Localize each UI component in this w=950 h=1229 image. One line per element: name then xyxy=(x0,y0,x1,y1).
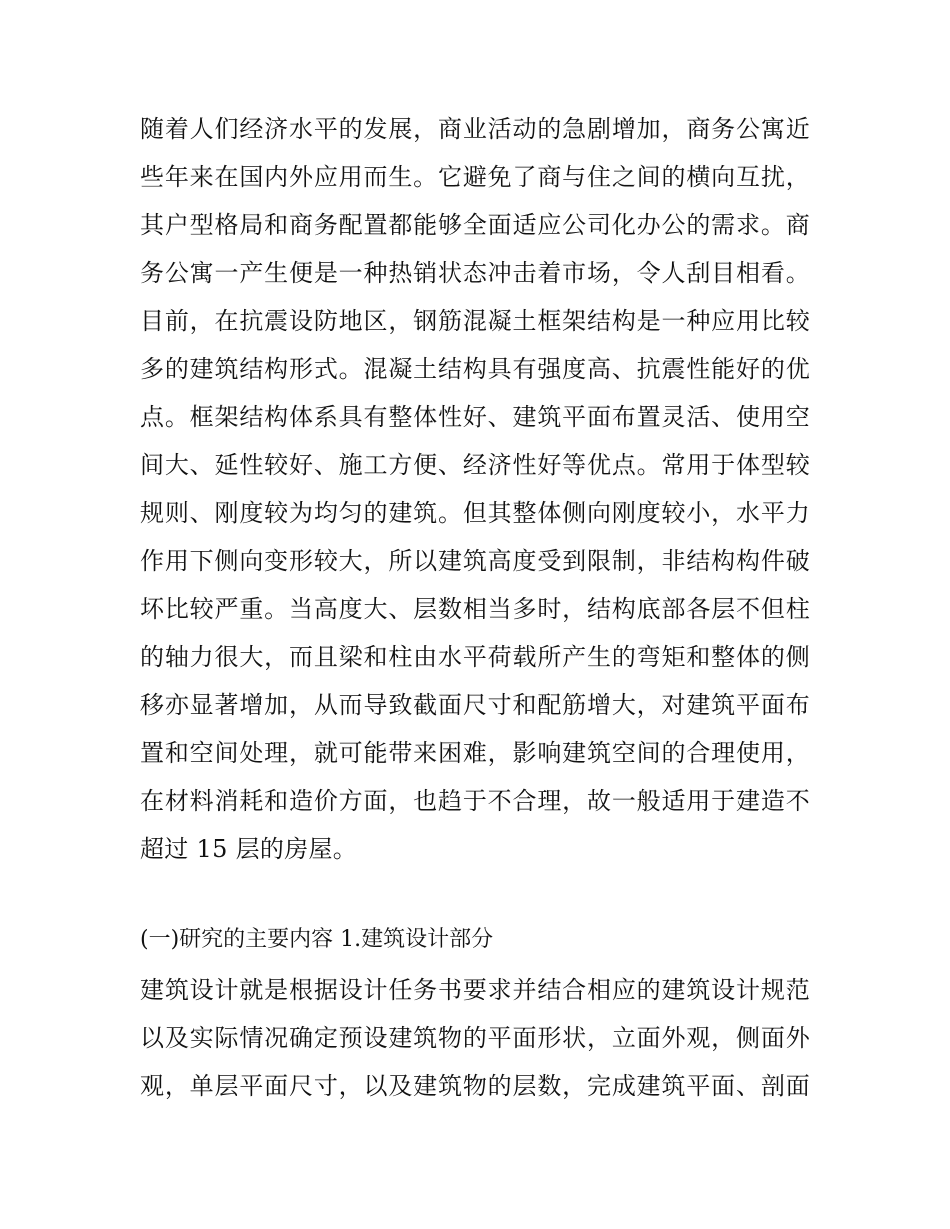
text-line: 随着人们经济水平的发展，商业活动的急剧增加，商务公寓近 xyxy=(140,115,810,143)
text-line: 以及实际情况确定预设建筑物的平面形状，立面外观，侧面外 xyxy=(140,1024,810,1052)
text-line: 移亦显著增加，从而导致截面尺寸和配筋增大，对建筑平面布 xyxy=(140,691,810,719)
text-line: 观，单层平面尺寸，以及建筑物的层数，完成建筑平面、剖面 xyxy=(140,1072,810,1100)
text-line: 的轴力很大，而且梁和柱由水平荷载所产生的弯矩和整体的侧 xyxy=(140,643,810,671)
text-line: 间大、延性较好、施工方便、经济性好等优点。常用于体型较 xyxy=(140,451,810,479)
text-line: 规则、刚度较为均匀的建筑。但其整体侧向刚度较小，水平力 xyxy=(140,499,810,527)
text-line: 点。框架结构体系具有整体性好、建筑平面布置灵活、使用空 xyxy=(140,403,810,431)
body-paragraph-1 xyxy=(140,105,810,873)
text-line: 务公寓一产生便是一种热销状态冲击着市场，令人刮目相看。 xyxy=(140,259,810,287)
text-line: 些年来在国内外应用而生。它避免了商与住之间的横向互扰， xyxy=(140,163,810,191)
text-line: 建筑设计就是根据设计任务书要求并结合相应的建筑设计规范 xyxy=(140,976,810,1004)
text-line: 目前，在抗震设防地区，钢筋混凝土框架结构是一种应用比较 xyxy=(140,307,810,335)
body-paragraph-2 xyxy=(140,966,810,1110)
text-line: 坏比较严重。当高度大、层数相当多时，结构底部各层不但柱 xyxy=(140,595,810,623)
text-line: 作用下侧向变形较大，所以建筑高度受到限制，非结构构件破 xyxy=(140,547,810,575)
section-heading-text: (一)研究的主要内容 1.建筑设计部分 xyxy=(140,927,494,952)
text-line: 在材料消耗和造价方面，也趋于不合理，故一般适用于建造不 xyxy=(140,787,810,815)
section-heading xyxy=(140,918,810,962)
text-line: 超过 15 层的房屋。 xyxy=(140,835,358,863)
text-line: 置和空间处理，就可能带来困难，影响建筑空间的合理使用， xyxy=(140,739,810,767)
text-line: 多的建筑结构形式。混凝土结构具有强度高、抗震性能好的优 xyxy=(140,355,810,383)
text-line: 其户型格局和商务配置都能够全面适应公司化办公的需求。商 xyxy=(140,211,810,239)
